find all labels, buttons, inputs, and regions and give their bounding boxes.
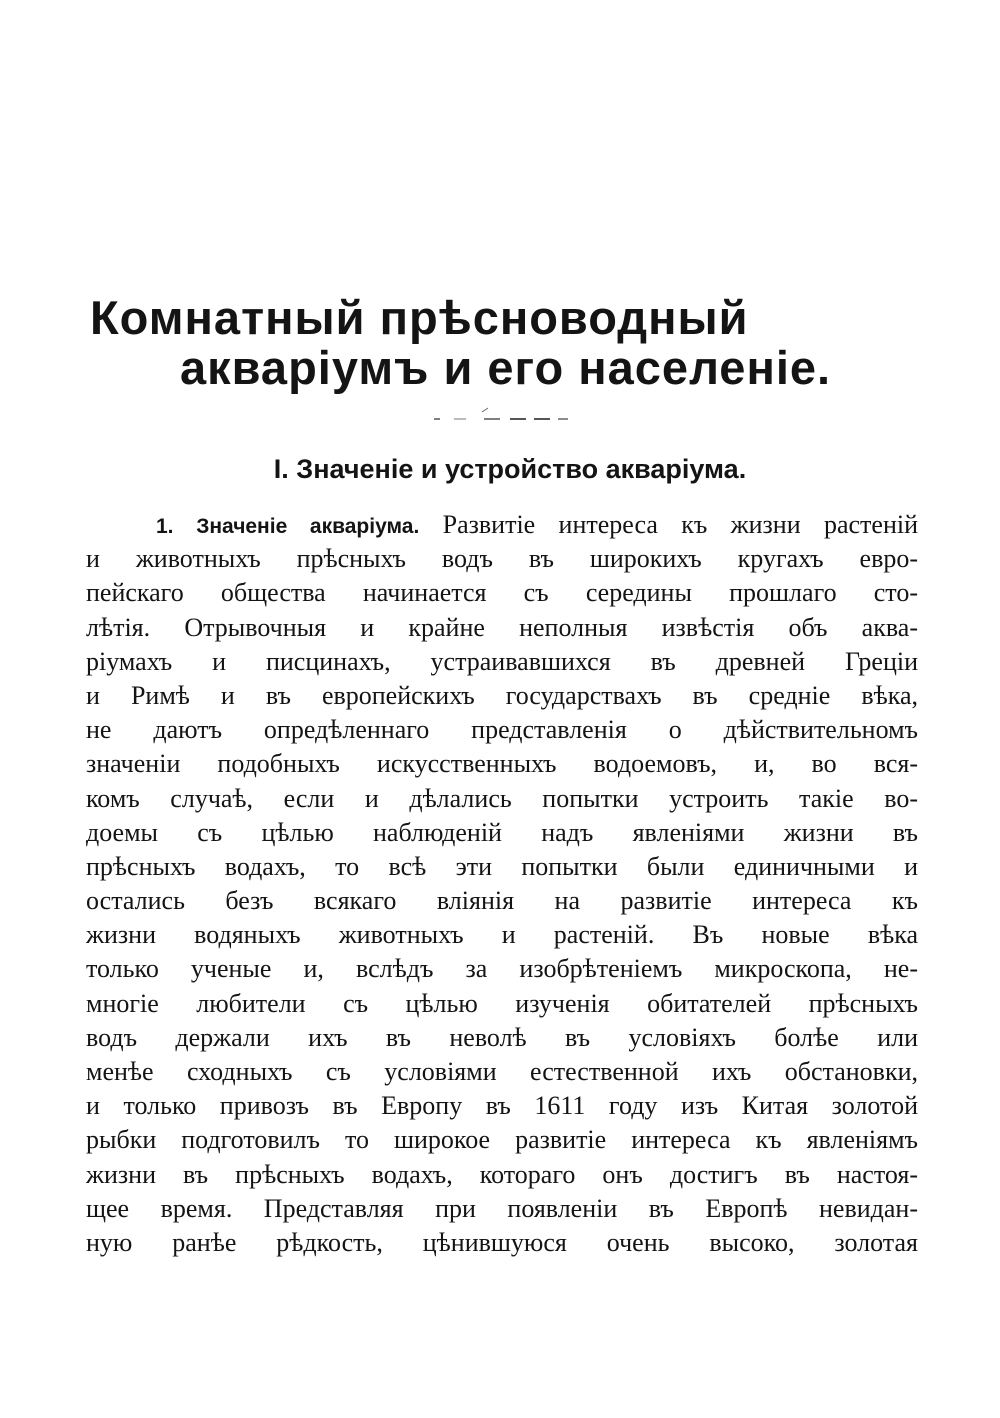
- text-line: значеніи подобныхъ искусственныхъ водоемовъ, и, во вся-: [86, 749, 918, 779]
- text-line: многіе любители съ цѣлью изученія обитателей прѣсныхъ: [86, 988, 918, 1018]
- text-line: не даютъ опредѣленнаго представленія о дѣйствительномъ: [86, 715, 918, 745]
- text-line: водъ держали ихъ въ неволѣ въ условіяхъ болѣе или: [86, 1022, 918, 1052]
- text-line: рыбки подготовилъ то широкое развитіе интереса къ явленіямъ: [86, 1125, 918, 1155]
- paragraph-first-line: [86, 508, 918, 542]
- text-line: и только привозъ въ Европу въ 1611 году изъ Китая золотой: [86, 1091, 918, 1121]
- text-line: и животныхъ прѣсныхъ водъ въ широкихъ кругахъ евро-: [86, 544, 918, 574]
- body-paragraph: [86, 508, 918, 1260]
- text-line: щее время. Представляя при появленіи въ Европѣ невидан-: [86, 1193, 918, 1223]
- divider-ornament: [430, 406, 590, 426]
- text-line: и Римѣ и въ европейскихъ государствахъ въ средніе вѣка,: [86, 680, 918, 710]
- text-line: жизни въ прѣсныхъ водахъ, котораго онъ достигъ въ настоя-: [86, 1159, 918, 1189]
- text-line: только ученые и, вслѣдъ за изобрѣтеніемъ микроскопа, не-: [86, 954, 918, 984]
- text-line: прѣсныхъ водахъ, то всѣ эти попытки были единичными и: [86, 851, 918, 881]
- text-line: лѣтія. Отрывочныя и крайне неполныя извѣстія объ аква-: [86, 612, 918, 642]
- text-line: пейскаго общества начинается съ середины прошлаго сто-: [86, 578, 918, 608]
- text-line: менѣе сходныхъ съ условіями естественной ихъ обстановки,: [86, 1057, 918, 1086]
- book-page: Комнатный прѣсноводный акваріумъ и его населеніе. I. Значеніе и устройство акваріума. 1. Значеніе акваріума. Развитіе интереса къ жизни растеній и животныхъ прѣсныхъ водъ въ широкихъ кругахъ евро- пейскаго общества начинается съ середины прошлаго сто- лѣтія. Отрывочныя и крайне неполныя извѣстія объ аква- ріумахъ и писцинахъ, устраивавшихся въ древней Греціи и Римѣ и въ европейскихъ государствахъ въ средніе вѣка, не даютъ опредѣленнаго представленія о дѣйствительномъ значеніи подобныхъ искусственныхъ водоемовъ, и, во вся- комъ случаѣ, если и дѣлались попытки устроить такіе во- доемы съ цѣлью наблюденій надъ явленіями жизни въ прѣсныхъ водахъ, то всѣ эти попытки были единичными и остались безъ всякаго вліянія на развитіе интереса къ жизни водяныхъ животныхъ и растеній. Въ новые вѣка только ученые и, вслѣдъ за изобрѣтеніемъ микроскопа, не- многіе любители съ цѣлью изученія обитателей прѣсныхъ водъ держали ихъ въ неволѣ въ условіяхъ болѣе или менѣе сходныхъ съ условіями естественной ихъ обстановки, и только привозъ въ Европу въ 1611 году изъ Китая золотой рыбки подготовилъ то широкое развитіе интереса къ явленіямъ жизни въ прѣсныхъ водахъ, котораго онъ достигъ въ настоя- щее время. Представляя при появленіи въ Европѣ невидан- ную ранѣе рѣдкость, цѣнившуюся очень высоко, золотая: [0, 0, 1000, 1418]
- text-line: ріумахъ и писцинахъ, устраивавшихся въ древней Греціи: [86, 646, 918, 676]
- text-line: жизни водяныхъ животныхъ и растеній. Въ новые вѣка: [86, 920, 918, 950]
- section-heading: I. Значеніе и устройство акваріума.: [273, 454, 747, 484]
- text-line: остались безъ всякаго вліянія на развитіе интереса къ: [86, 886, 918, 916]
- paragraph-first-line-text: Развитіе интереса къ жизни растеній: [419, 510, 918, 539]
- text-line: доемы съ цѣлью наблюденій надъ явленіями жизни въ: [86, 817, 918, 847]
- text-line: ную ранѣе рѣдкость, цѣнившуюся очень высоко, золотая: [86, 1227, 918, 1257]
- text-line: комъ случаѣ, если и дѣлались попытки устроить такіе во-: [86, 783, 918, 813]
- paragraph-lead: 1. Значеніе акваріума.: [156, 515, 420, 538]
